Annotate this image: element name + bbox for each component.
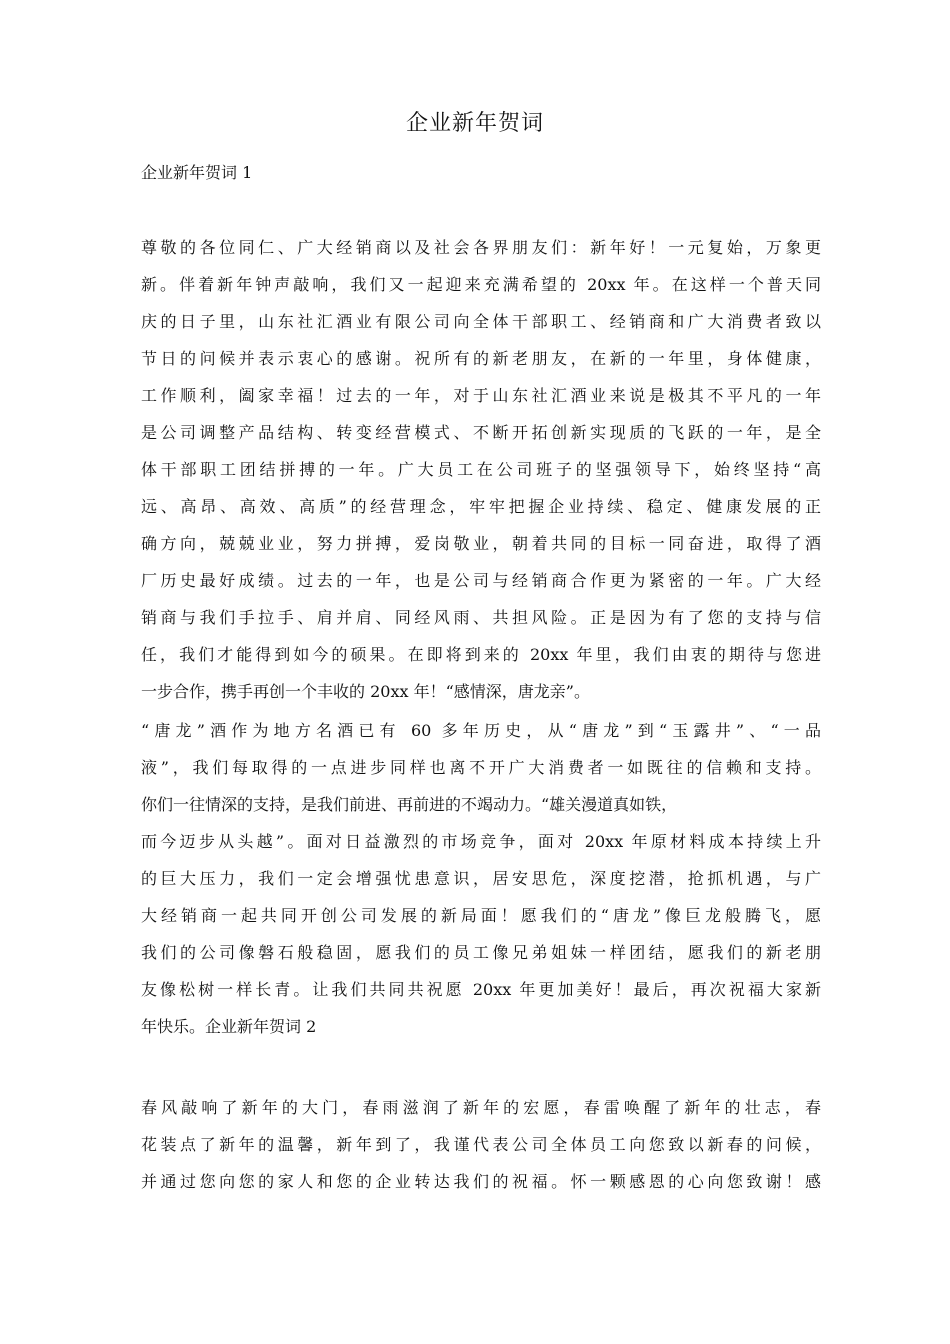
text-line: 新。伴着新年钟声敲响，我们又一起迎来充满希望的 20xx 年。在这样一个普天同 [141, 275, 821, 294]
text-line: 而今迈步从头越”。面对日益激烈的市场竞争，面对 20xx 年原材料成本持续上升 [141, 832, 821, 851]
text-line: 任，我们才能得到如今的硕果。在即将到来的 20xx 年里，我们由衷的期待与您进 [141, 645, 821, 664]
text-line: 友像松树一样长青。让我们共同共祝愿 20xx 年更加美好！最后，再次祝福大家新 [141, 980, 821, 999]
text-line: 我们的公司像磐石般稳固，愿我们的员工像兄弟姐妹一样团结，愿我们的新老朋 [141, 943, 821, 962]
text-line: 工作顺利，阖家幸福！过去的一年，对于山东社汇酒业来说是极其不平凡的一年 [141, 386, 821, 405]
text-line: 销商与我们手拉手、肩并肩、同经风雨、共担风险。正是因为有了您的支持与信 [141, 608, 821, 627]
text-line: 是公司调整产品结构、转变经营模式、不断开拓创新实现质的飞跃的一年，是全 [141, 423, 821, 442]
document-title: 企业新年贺词 [405, 111, 544, 136]
text-line: 液”，我们每取得的一点进步同样也离不开广大消费者一如既往的信赖和支持。 [141, 758, 821, 777]
text-line: 你们一往情深的支持，是我们前进、再前进的不竭动力。“雄关漫道真如铁， [141, 795, 678, 814]
text-line: 大经销商一起共同开创公司发展的新局面！愿我们的“唐龙”像巨龙般腾飞，愿 [141, 906, 821, 925]
text-line: 春风敲响了新年的大门，春雨滋润了新年的宏愿，春雷唤醒了新年的壮志，春 [141, 1098, 821, 1117]
text-line: “唐龙”酒作为地方名酒已有 60 多年历史，从“唐龙”到“玉露井”、“一品 [141, 721, 821, 740]
text-line: 确方向，兢兢业业，努力拼搏，爱岗敬业，朝着共同的目标一同奋进，取得了酒 [141, 534, 821, 553]
text-line: 年快乐。企业新年贺词 2 [141, 1017, 317, 1036]
text-line: 一步合作，携手再创一个丰收的 20xx 年！“感情深，唐龙亲”。 [141, 682, 590, 701]
text-line: 庆的日子里，山东社汇酒业有限公司向全体干部职工、经销商和广大消费者致以 [141, 312, 821, 331]
text-line: 花装点了新年的温馨，新年到了，我谨代表公司全体员工向您致以新春的问候， [141, 1135, 821, 1154]
text-line: 节日的问候并表示衷心的感谢。祝所有的新老朋友，在新的一年里，身体健康， [141, 349, 821, 368]
paragraph-1 [141, 229, 821, 710]
text-line: 厂历史最好成绩。过去的一年，也是公司与经销商合作更为紧密的一年。广大经 [141, 571, 821, 590]
text-line: 尊敬的各位同仁、广大经销商以及社会各界朋友们：新年好！一元复始，万象更 [141, 238, 821, 257]
paragraph-2 [141, 712, 821, 1045]
text-line: 的巨大压力，我们一定会增强忧患意识，居安思危，深度挖潜，抢抓机遇，与广 [141, 869, 821, 888]
section-heading: 企业新年贺词 1 [141, 163, 253, 182]
paragraph-3 [141, 1089, 821, 1200]
text-line: 远、高昂、高效、高质”的经营理念，牢牢把握企业持续、稳定、健康发展的正 [141, 497, 821, 516]
text-line: 并通过您向您的家人和您的企业转达我们的祝福。怀一颗感恩的心向您致谢！感 [141, 1172, 821, 1191]
text-line: 体干部职工团结拼搏的一年。广大员工在公司班子的坚强领导下，始终坚持“高 [141, 460, 821, 479]
